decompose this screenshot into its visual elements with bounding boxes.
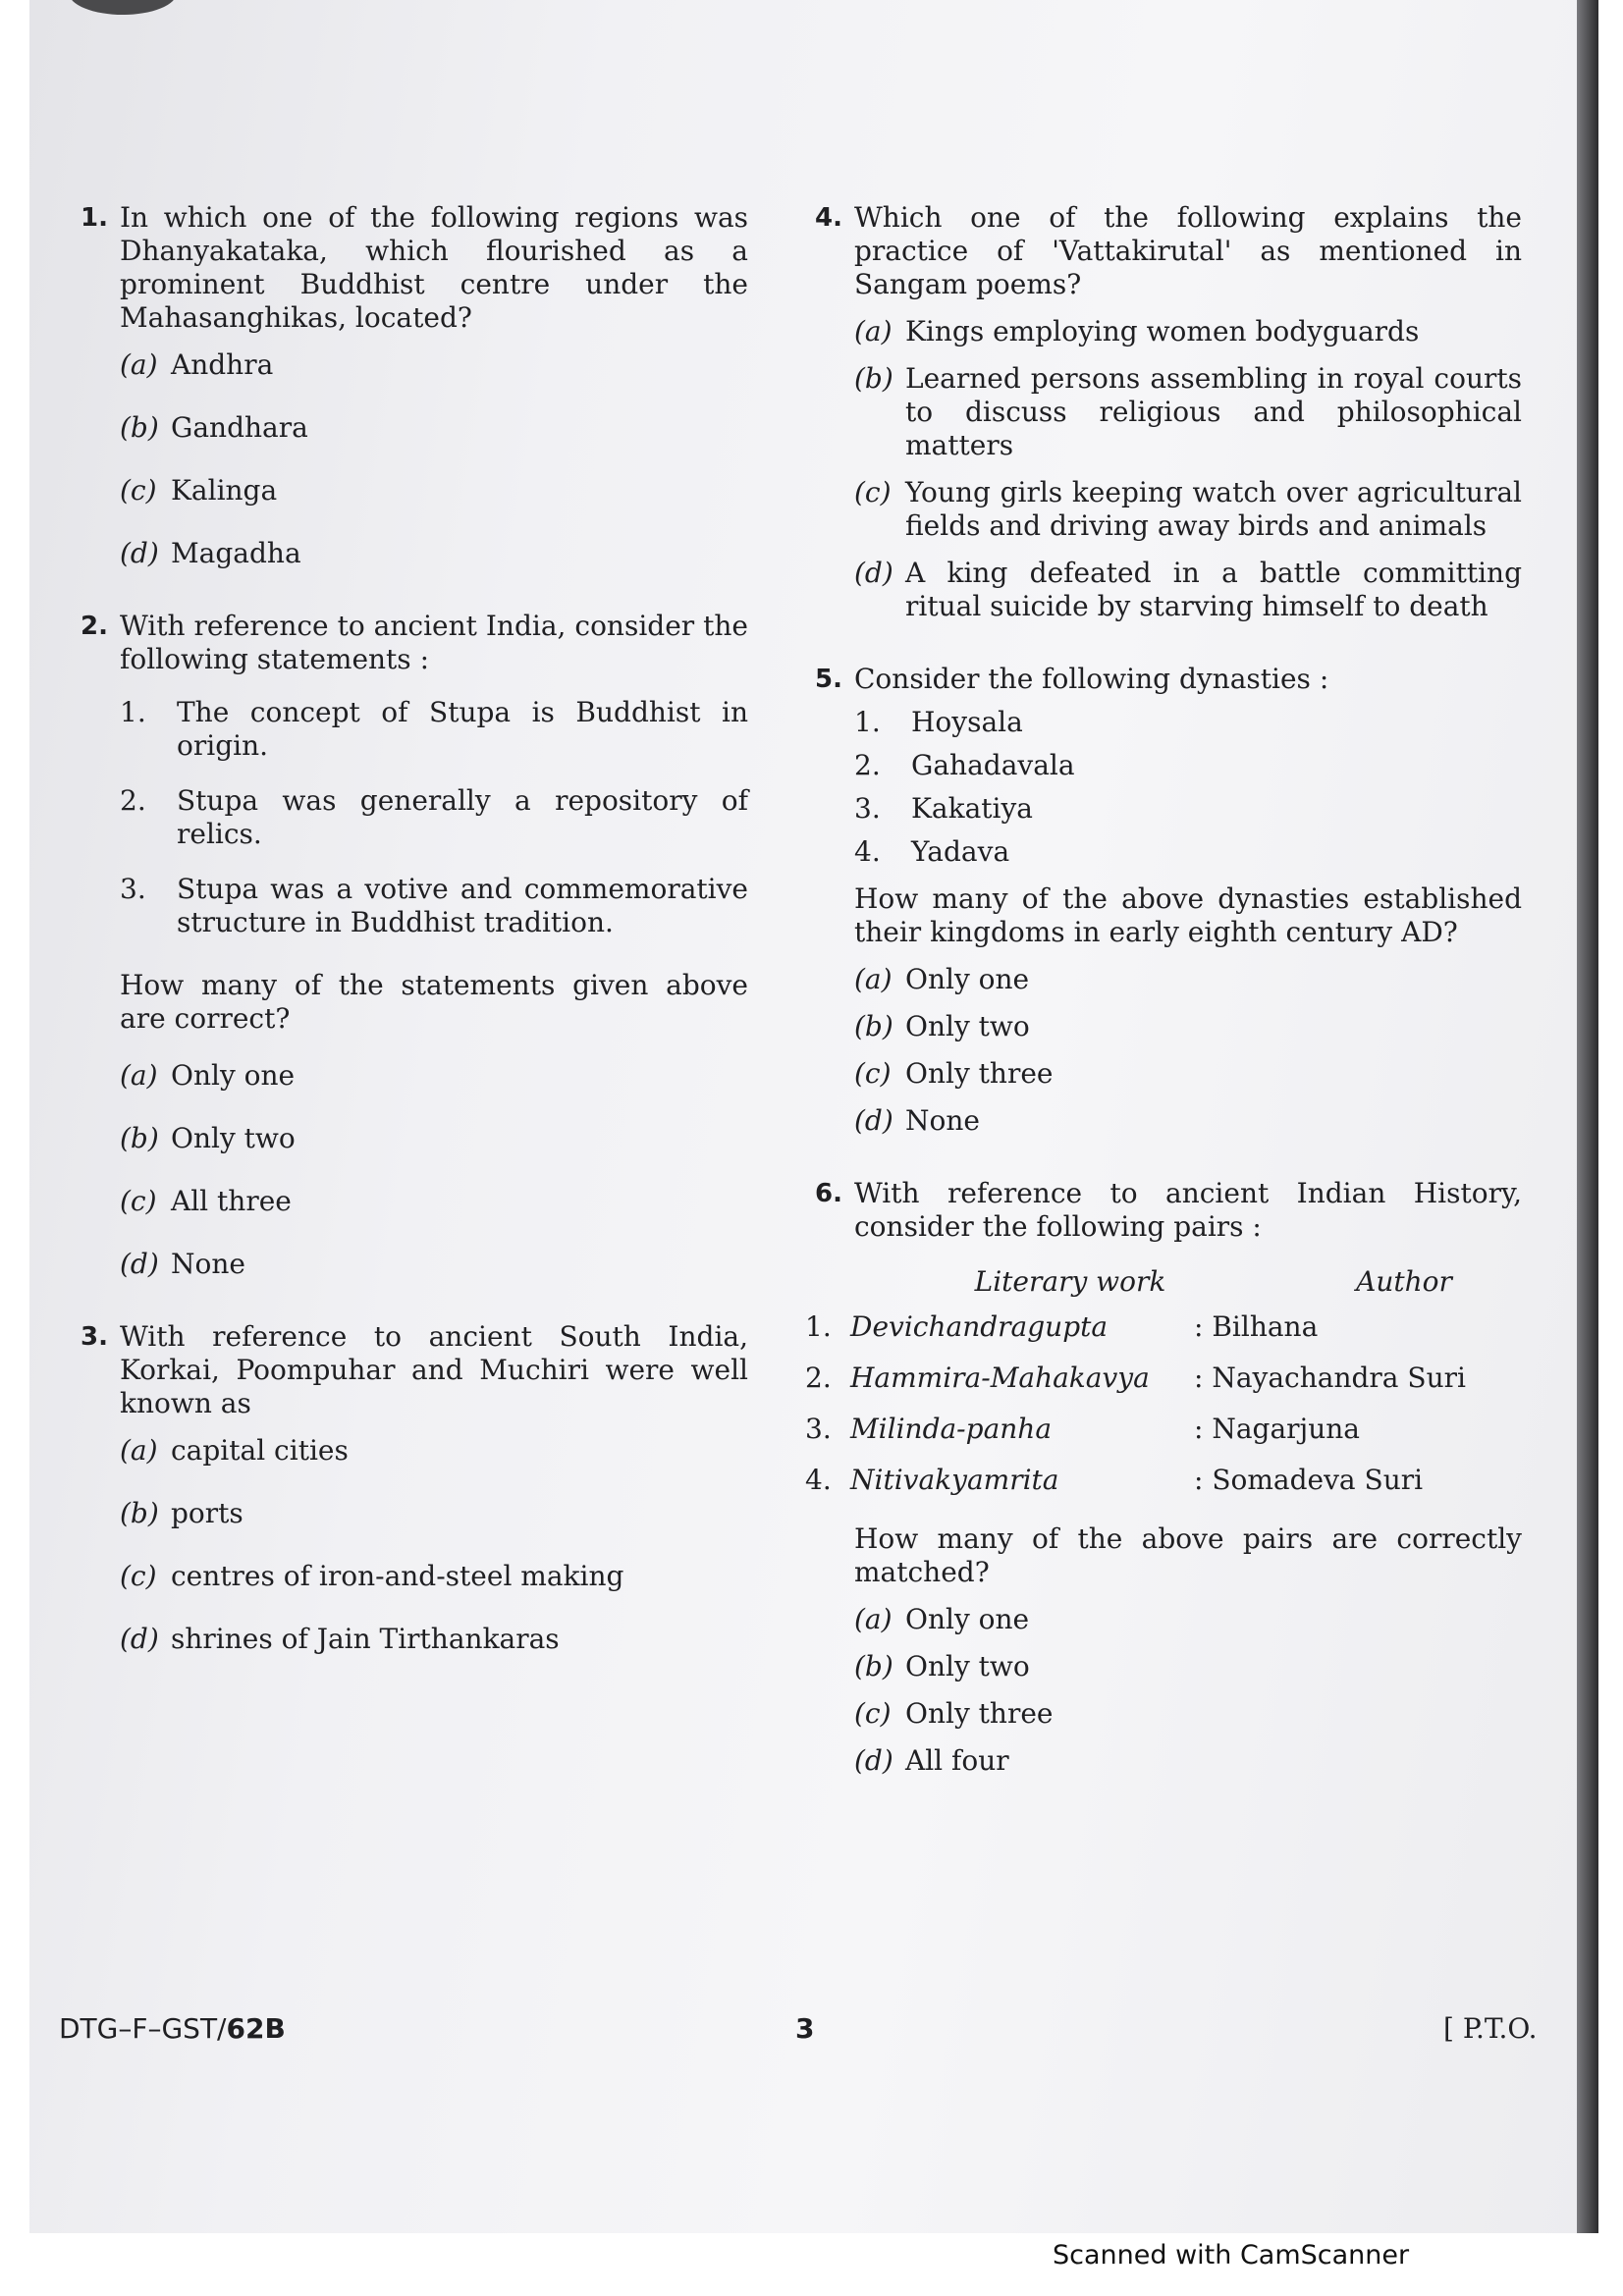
option-text: Learned persons assembling in royal courts to discuss religious and philosophical matters <box>905 362 1522 461</box>
pair-work: Hammira-Mahakavya <box>850 1362 1150 1394</box>
option-text: capital cities <box>171 1434 349 1467</box>
option-text: ports <box>171 1497 243 1529</box>
option-c <box>120 1185 748 1218</box>
option-b <box>120 1122 748 1155</box>
option-a <box>120 348 748 382</box>
option-b <box>854 1650 1522 1683</box>
option-label: (c) <box>854 1057 892 1090</box>
dynasty-number: 1. <box>854 706 881 738</box>
statements <box>120 696 748 939</box>
question-6 <box>805 1177 1522 1778</box>
option-text: Only two <box>905 1650 1030 1682</box>
option-text: Andhra <box>171 348 274 381</box>
dynasty-3 <box>854 792 1522 826</box>
dynasty-name: Gahadavala <box>911 749 1075 781</box>
pair-number: 2. <box>805 1362 832 1394</box>
option-c <box>120 1560 748 1593</box>
question-text: With reference to ancient India, consider the following statements : <box>120 610 748 675</box>
statement-text: Stupa was generally a repository of relics. <box>177 784 748 850</box>
option-a <box>854 1603 1522 1636</box>
option-b <box>120 1497 748 1530</box>
question-text: With reference to ancient Indian History, consider the following pairs : <box>854 1177 1522 1243</box>
options <box>854 1603 1522 1778</box>
dynasty-2 <box>854 749 1522 782</box>
dynasty-name: Yadava <box>911 835 1010 868</box>
option-text: None <box>905 1104 980 1137</box>
option-label: (c) <box>854 476 892 508</box>
author-heading: Author <box>1356 1265 1452 1298</box>
option-text: A king defeated in a battle committing ritual suicide by starving himself to death <box>905 557 1522 622</box>
option-text: Kings employing women bodyguards <box>905 315 1420 347</box>
option-label: (d) <box>120 1623 159 1655</box>
option-text: Young girls keeping watch over agricultural fields and driving away birds and animals <box>905 476 1522 542</box>
option-text: Only three <box>905 1697 1054 1730</box>
paper-code-prefix: DTG–F–GST/ <box>59 2012 227 2045</box>
option-label: (b) <box>854 362 893 395</box>
option-label: (c) <box>120 474 157 507</box>
option-label: (d) <box>854 557 893 589</box>
pairs-list <box>805 1310 1522 1497</box>
left-column <box>81 201 748 1695</box>
statement-text: The concept of Stupa is Buddhist in origin. <box>177 696 748 762</box>
option-a <box>120 1059 748 1093</box>
dynasty-number: 2. <box>854 749 881 781</box>
pair-author: : Somadeva Suri <box>1194 1464 1424 1496</box>
statement-number: 3. <box>120 873 146 905</box>
option-label: (c) <box>854 1697 892 1730</box>
options <box>854 315 1522 623</box>
pair-author: : Nayachandra Suri <box>1194 1362 1466 1394</box>
pair-number: 4. <box>805 1464 832 1496</box>
option-label: (b) <box>854 1650 893 1682</box>
question-text: Which one of the following explains the practice of 'Vattakirutal' as mentioned in Sangam poems? <box>854 201 1522 300</box>
question-3 <box>81 1320 748 1656</box>
option-text: Kalinga <box>171 474 278 507</box>
option-label: (b) <box>120 1497 159 1529</box>
option-label: (a) <box>854 963 893 995</box>
dynasty-name: Kakatiya <box>911 792 1033 825</box>
dynasty-number: 3. <box>854 792 881 825</box>
option-a <box>120 1434 748 1468</box>
option-text: Magadha <box>171 537 301 569</box>
statement-2 <box>120 784 748 851</box>
option-d <box>854 1104 1522 1138</box>
option-d <box>854 557 1522 623</box>
option-text: Only one <box>905 1603 1030 1635</box>
option-label: (b) <box>854 1010 893 1042</box>
statement-number: 1. <box>120 696 146 728</box>
option-label: (b) <box>120 1122 159 1154</box>
statement-text: Stupa was a votive and commemorative structure in Buddhist tradition. <box>177 873 748 938</box>
dynasty-number: 4. <box>854 835 881 868</box>
option-label: (b) <box>120 411 159 444</box>
pairs-header <box>854 1265 1522 1299</box>
page-number: 3 <box>795 2012 815 2045</box>
option-d <box>120 1248 748 1281</box>
page-edge-shadow <box>1577 0 1598 2233</box>
paper-code-bold: 62B <box>226 2012 286 2045</box>
camscanner-watermark: Scanned with CamScanner <box>1053 2240 1410 2270</box>
option-b <box>854 1010 1522 1043</box>
option-b <box>854 362 1522 462</box>
question-1 <box>81 201 748 570</box>
option-label: (a) <box>120 1059 158 1092</box>
option-label: (c) <box>120 1185 157 1217</box>
question-number: 5. <box>815 665 842 694</box>
question-text: With reference to ancient South India, Korkai, Poompuhar and Muchiri were well known as <box>120 1320 748 1419</box>
option-text: Only two <box>905 1010 1030 1042</box>
statement-3 <box>120 873 748 939</box>
statement-number: 2. <box>120 784 146 817</box>
pair-4 <box>805 1464 1522 1497</box>
dynasty-list <box>854 706 1522 869</box>
question-text: Consider the following dynasties : <box>854 663 1329 695</box>
option-text: Only two <box>171 1122 296 1154</box>
option-text: Only three <box>905 1057 1054 1090</box>
option-c <box>854 476 1522 543</box>
question-4 <box>815 201 1522 623</box>
question-text: In which one of the following regions was Dhanyakataka, which flourished as a prominent Buddhist centre under the Mahasanghikas, located? <box>120 201 748 334</box>
option-a <box>854 963 1522 996</box>
question-stem: How many of the above pairs are correctly matched? <box>854 1522 1522 1588</box>
option-d <box>854 1744 1522 1778</box>
corner-shadow <box>69 0 177 15</box>
scanned-page <box>29 0 1598 2233</box>
pair-2 <box>805 1362 1522 1395</box>
option-text: centres of iron-and-steel making <box>171 1560 624 1592</box>
pair-work: Milinda-panha <box>850 1413 1053 1445</box>
question-stem: How many of the statements given above are correct? <box>120 969 748 1035</box>
option-text: None <box>171 1248 245 1280</box>
pair-work: Devichandragupta <box>850 1310 1109 1343</box>
option-d <box>120 1623 748 1656</box>
option-label: (d) <box>120 537 159 569</box>
option-a <box>854 315 1522 348</box>
option-label: (a) <box>120 348 158 381</box>
option-c <box>120 474 748 507</box>
question-number: 4. <box>815 203 842 233</box>
question-number: 2. <box>81 612 108 641</box>
option-d <box>120 537 748 570</box>
option-c <box>854 1697 1522 1731</box>
option-text: Only one <box>905 963 1030 995</box>
pair-number: 1. <box>805 1310 832 1343</box>
option-label: (a) <box>120 1434 158 1467</box>
question-2 <box>81 610 748 1281</box>
option-text: Only one <box>171 1059 296 1092</box>
pair-1 <box>805 1310 1522 1344</box>
option-label: (a) <box>854 1603 893 1635</box>
options <box>120 1059 748 1281</box>
option-label: (a) <box>854 315 893 347</box>
option-label: (d) <box>120 1248 159 1280</box>
options <box>120 348 748 570</box>
pair-number: 3. <box>805 1413 832 1445</box>
option-b <box>120 411 748 445</box>
option-text: All three <box>171 1185 292 1217</box>
statement-1 <box>120 696 748 763</box>
option-text: Gandhara <box>171 411 308 444</box>
option-c <box>854 1057 1522 1091</box>
pto-marker: [ P.T.O. <box>1443 2012 1538 2045</box>
question-number: 3. <box>81 1322 108 1352</box>
dynasty-name: Hoysala <box>911 706 1023 738</box>
options <box>854 963 1522 1138</box>
option-label: (d) <box>854 1744 893 1777</box>
pair-author: : Nagarjuna <box>1194 1413 1360 1445</box>
literary-work-heading: Literary work <box>974 1265 1166 1298</box>
option-label: (d) <box>854 1104 893 1137</box>
option-label: (c) <box>120 1560 157 1592</box>
pair-work: Nitivakyamrita <box>850 1464 1059 1496</box>
pair-3 <box>805 1413 1522 1446</box>
dynasty-1 <box>854 706 1522 739</box>
dynasty-4 <box>854 835 1522 869</box>
paper-code <box>59 2012 286 2045</box>
option-text: All four <box>905 1744 1009 1777</box>
option-text: shrines of Jain Tirthankaras <box>171 1623 560 1655</box>
right-column <box>805 201 1522 1817</box>
pair-author: : Bilhana <box>1194 1310 1319 1343</box>
question-5 <box>815 663 1522 1138</box>
question-number: 1. <box>81 203 108 233</box>
question-stem: How many of the above dynasties established their kingdoms in early eighth century AD? <box>854 882 1522 948</box>
question-number: 6. <box>815 1179 842 1208</box>
options <box>120 1434 748 1656</box>
